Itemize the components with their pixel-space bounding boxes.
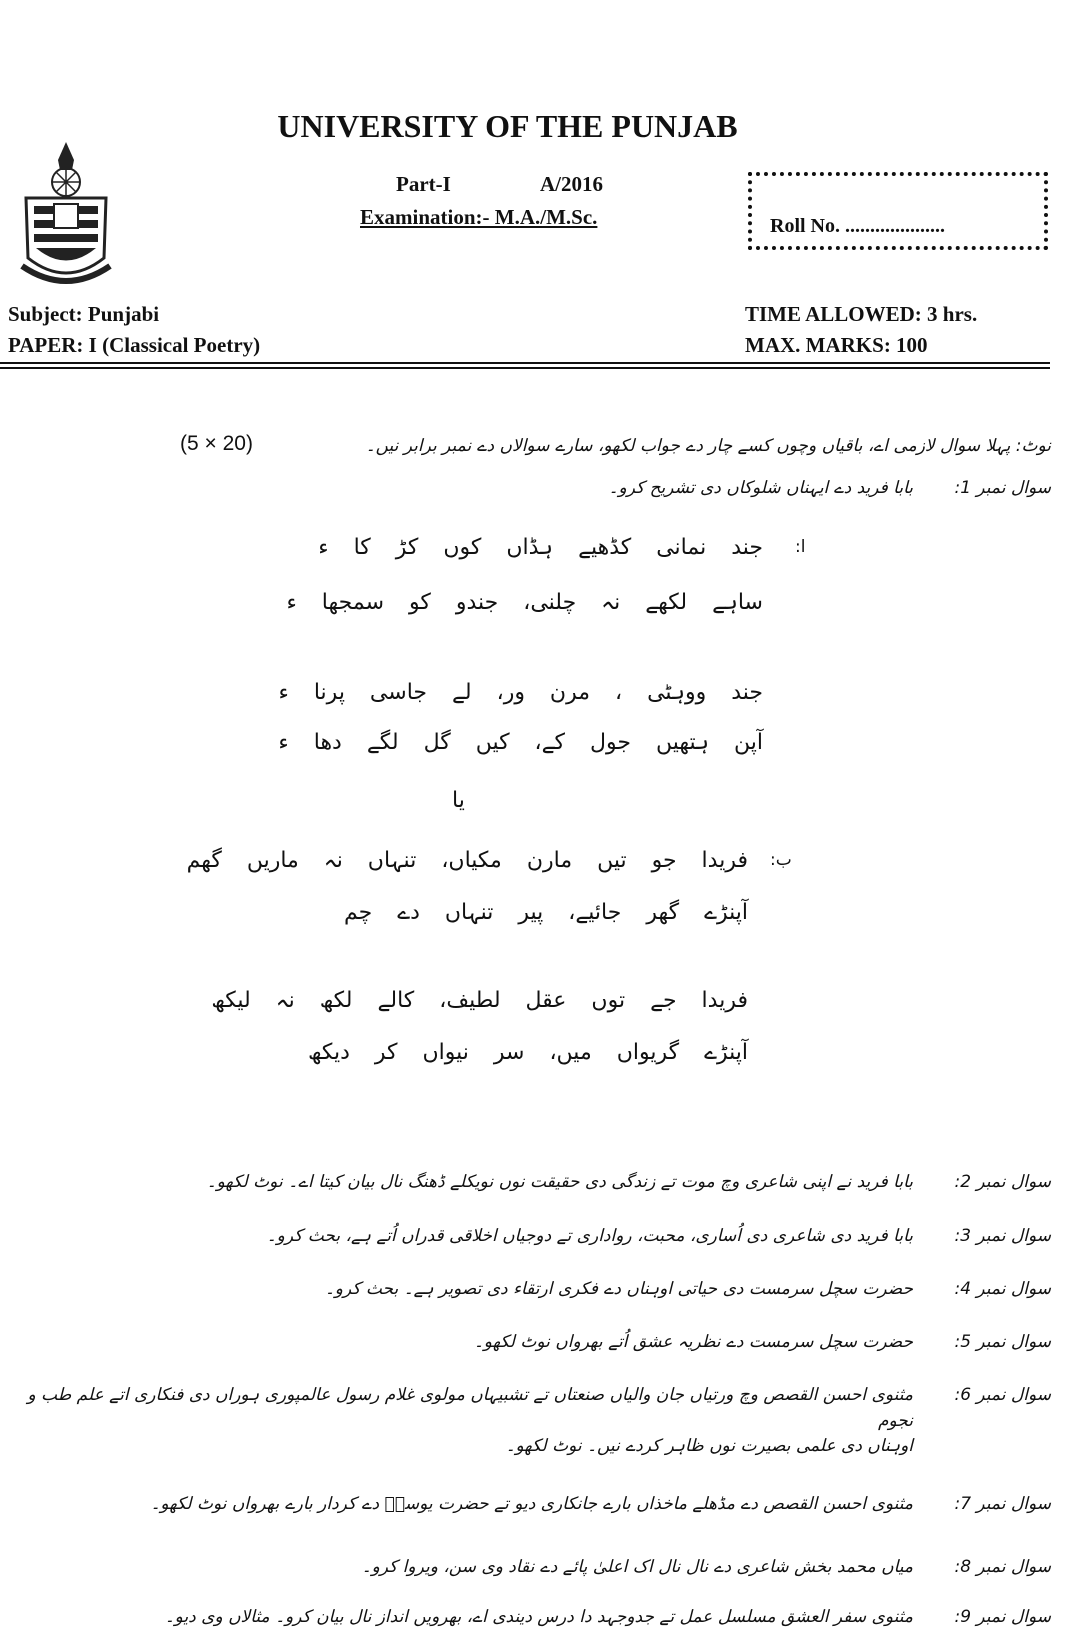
examination-label: Examination:- M.A./M.Sc. bbox=[360, 205, 598, 229]
poem-line: فریدا جو تیں مارن مکیاں، تنہاں نہ ماریں گھم bbox=[186, 848, 748, 873]
university-crest-logo bbox=[16, 138, 116, 298]
header-divider bbox=[0, 362, 1050, 369]
question-9-label: سوال نمبر 9: bbox=[954, 1607, 1051, 1627]
subject: Subject: Punjabi bbox=[8, 302, 160, 326]
question-6-text: مثنوی احسن القصص وچ ورتیاں جان والیاں صنعتاں تے تشبیہاں مولوی غلام رسول عالمپوری ہوراں دی فنکاری اتے علم طب و نجوم bbox=[27, 1385, 913, 1431]
poem-line: جند ووہٹی ، مرن ور، لے جاسی پرنا ء bbox=[278, 680, 763, 705]
marks-distribution: (5 × 20) bbox=[180, 432, 253, 455]
question-4-label: سوال نمبر 4: bbox=[954, 1279, 1051, 1299]
question-3-text: بابا فرید دی شاعری دی اُساری، محبت، رواداری تے دوجیاں اخلاقی قدراں اُتے ہے، بحث کرو۔ bbox=[266, 1226, 913, 1246]
exam-part: Part-I bbox=[396, 172, 451, 196]
part-a-label: ا: bbox=[795, 537, 806, 557]
question-6-text-continued: اوہناں دی علمی بصیرت نوں ظاہر کردے نیں۔ نوٹ لکھو۔ bbox=[505, 1436, 913, 1456]
question-5-label: سوال نمبر 5: bbox=[954, 1332, 1051, 1352]
question-2-text: بابا فرید نے اپنی شاعری وچ موت تے زندگی دی حقیقت نوں نویکلے ڈھنگ نال بیان کیتا اے۔ نوٹ لکھو۔ bbox=[206, 1172, 913, 1192]
part-b-label: ب: bbox=[770, 850, 792, 870]
question-1-label: سوال نمبر 1: bbox=[954, 478, 1051, 498]
question-1-text: بابا فرید دے ایہناں شلوکاں دی تشریح کرو۔ bbox=[608, 478, 913, 498]
poem-line: آپنڑے گھر جائیے، پیر تنہاں دے چم bbox=[343, 900, 748, 925]
poem-line: جند نمانی کڈھیے ہڈاں کوں کڑ کا ء bbox=[318, 535, 763, 560]
paper: PAPER: I (Classical Poetry) bbox=[8, 333, 261, 357]
max-marks: MAX. MARKS: 100 bbox=[745, 333, 928, 357]
exam-session: A/2016 bbox=[540, 172, 603, 196]
question-4-text: حضرت سچل سرمست دی حیاتی اوہناں دے فکری ارتقاء دی تصویر ہے۔ بحث کرو۔ bbox=[324, 1279, 913, 1299]
university-title: UNIVERSITY OF THE PUNJAB bbox=[277, 108, 738, 144]
poem-line: آپن ہتھیں جول کے، کیں گل لگے دھا ء bbox=[278, 730, 763, 755]
question-7-label: سوال نمبر 7: bbox=[954, 1494, 1051, 1514]
question-8-label: سوال نمبر 8: bbox=[954, 1557, 1051, 1577]
roll-number-label: Roll No. .................... bbox=[770, 215, 945, 237]
question-7-text: مثنوی احسن القصص دے مڈھلے ماخذاں بارے جانکاری دیو تے حضرت یوسفؑ دے کردار بارے بھرواں نوٹ لکھو۔ bbox=[150, 1494, 913, 1514]
poem-line: آپنڑے گریواں میں، سر نیواں کر دیکھ bbox=[307, 1040, 748, 1065]
question-6-body bbox=[8, 1383, 913, 1460]
question-3-label: سوال نمبر 3: bbox=[954, 1226, 1051, 1246]
question-5-text: حضرت سچل سرمست دے نظریہ عشق اُتے بھرواں نوٹ لکھو۔ bbox=[473, 1332, 913, 1352]
poem-line: ساہے لکھے نہ چلنی، جندو کو سمجھا ء bbox=[286, 590, 763, 615]
instructions-note: نوٹ: پہلا سوال لازمی اے، باقیاں وچوں کسے چار دے جواب لکھو، سارے سوالاں دے نمبر برابر نیں۔ bbox=[365, 436, 1051, 456]
question-2-label: سوال نمبر 2: bbox=[954, 1172, 1051, 1192]
or-separator: یا bbox=[452, 788, 465, 813]
question-8-text: میاں محمد بخش شاعری دے نال نال اک اعلیٰ پائے دے نقاد وی سن، ویروا کرو۔ bbox=[361, 1557, 913, 1577]
roll-number-box[interactable] bbox=[748, 172, 1048, 250]
poem-line: فریدا جے توں عقل لطیف، کالے لکھ نہ لیکھ bbox=[211, 988, 748, 1013]
question-9-text: مثنوی سفر العشق مسلسل عمل تے جدوجہد دا درس دیندی اے، بھرویں انداز نال بیان کرو۔ مثالاں وی دیو۔ bbox=[164, 1607, 913, 1627]
time-allowed: TIME ALLOWED: 3 hrs. bbox=[745, 302, 978, 326]
question-6-label: سوال نمبر 6: bbox=[954, 1385, 1051, 1405]
